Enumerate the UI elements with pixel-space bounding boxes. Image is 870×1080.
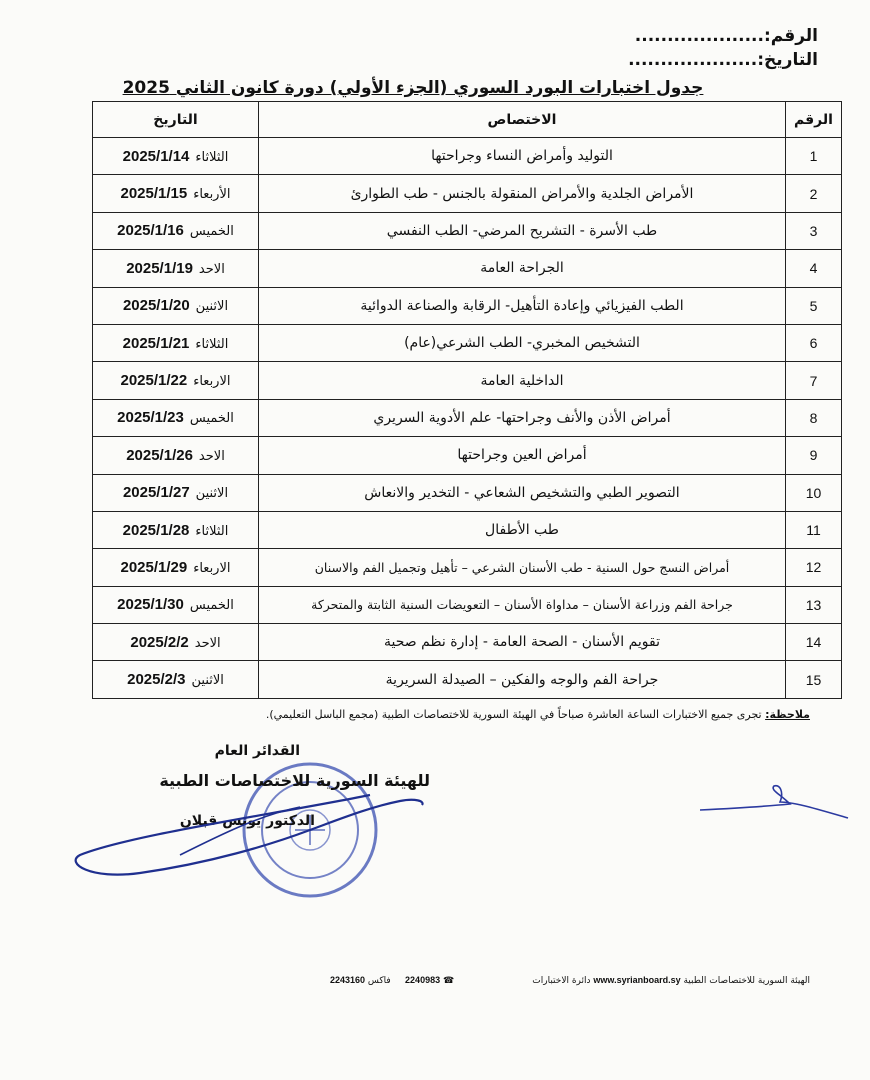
table-row: [93, 661, 842, 698]
signature-name: الدكتور يونس قبلان: [179, 813, 315, 829]
row-specialty: جراحة الفم وزراعة الأسنان – مداواة الأسنان – التعويضات السنية الثابتة والمتحركة: [259, 586, 786, 623]
exam-schedule-table: [92, 101, 842, 699]
row-number: 3: [786, 212, 842, 249]
table-row: [93, 138, 842, 175]
row-number: 15: [786, 661, 842, 698]
row-number: 13: [786, 586, 842, 623]
row-number: 5: [786, 287, 842, 324]
reference-date-label: التاريخ:: [757, 50, 818, 70]
row-date-cell: [93, 624, 259, 661]
table-row: [93, 624, 842, 661]
signature-block: [70, 735, 430, 885]
row-date-cell: [93, 437, 259, 474]
footer-fax-label: فاكس: [367, 976, 391, 986]
row-date-cell: [93, 549, 259, 586]
row-number: 9: [786, 437, 842, 474]
row-specialty: التشخيص المخبري- الطب الشرعي(عام): [259, 324, 786, 361]
row-day: الاثنين: [195, 486, 229, 502]
row-date: 2025/1/28: [122, 521, 190, 539]
row-specialty: أمراض الأذن والأنف وجراحتها- علم الأدوية السريري: [259, 399, 786, 436]
note-text: تجرى جميع الاختبارات الساعة العاشرة صباحاً في الهيئة السورية للاختصاصات الطبية (مجمع الباسل التعليمي).: [265, 708, 762, 721]
row-date-cell: [93, 324, 259, 361]
row-number: 14: [786, 624, 842, 661]
table-header-row: [93, 102, 842, 138]
footer-org-info: [532, 975, 810, 986]
margin-signature-mark: [700, 780, 850, 830]
row-date-cell: [93, 399, 259, 436]
row-date-cell: [93, 212, 259, 249]
row-number: 11: [786, 511, 842, 548]
row-date-cell: [93, 661, 259, 698]
row-day: الثلاثاء: [195, 523, 229, 539]
row-date-cell: [93, 362, 259, 399]
row-day: الثلاثاء: [195, 336, 229, 352]
row-date: 2025/2/3: [127, 671, 186, 689]
row-day: الاحد: [198, 261, 225, 277]
footer-website: www.syrianboard.sy: [593, 975, 681, 985]
note: [266, 708, 810, 721]
footer-phone: 2240983: [405, 975, 441, 985]
reference-date-line: [628, 48, 818, 72]
row-day: الاربعاء: [193, 560, 231, 576]
row-day: الاحد: [198, 448, 225, 464]
row-specialty: الجراحة العامة: [259, 250, 786, 287]
table-row: [93, 549, 842, 586]
table-row: [93, 212, 842, 249]
row-number: 7: [786, 362, 842, 399]
row-specialty: طب الأطفال: [259, 511, 786, 548]
row-date-cell: [93, 511, 259, 548]
table-row: [93, 399, 842, 436]
row-day: الأربعاء: [193, 187, 231, 203]
header-number: الرقم: [786, 102, 842, 138]
reference-number-label: الرقم:: [763, 26, 818, 46]
row-specialty: التصوير الطبي والتشخيص الشعاعي - التخدير والانعاش: [259, 474, 786, 511]
row-number: 8: [786, 399, 842, 436]
reference-number-line: [628, 24, 818, 48]
row-day: الخميس: [189, 598, 234, 614]
row-number: 10: [786, 474, 842, 511]
row-day: الاثنين: [191, 673, 224, 689]
row-specialty: الداخلية العامة: [259, 362, 786, 399]
row-date-cell: [93, 138, 259, 175]
row-date-cell: [93, 250, 259, 287]
row-specialty: الأمراض الجلدية والأمراض المنقولة بالجنس - طب الطوارئ: [259, 175, 786, 212]
footer-fax: 2243160: [330, 975, 366, 985]
table-row: [93, 474, 842, 511]
row-number: 6: [786, 324, 842, 361]
footer: [330, 975, 810, 986]
row-day: الاثنين: [195, 299, 229, 315]
signature-organization: للهيئة السورية للاختصاصات الطبية: [159, 771, 430, 790]
row-date: 2025/1/16: [117, 222, 184, 240]
row-date-cell: [93, 175, 259, 212]
row-date: 2025/1/15: [120, 185, 188, 203]
row-date-cell: [93, 586, 259, 623]
row-date: 2025/1/26: [126, 446, 193, 464]
header-date: التاريخ: [93, 102, 259, 138]
table-row: [93, 250, 842, 287]
row-date: 2025/1/20: [122, 297, 190, 315]
row-date: 2025/1/21: [122, 334, 190, 352]
row-number: 1: [786, 138, 842, 175]
table-row: [93, 586, 842, 623]
page-title: جدول اختبارات البورد السوري (الجزء الأولي) دورة كانون الثاني 2025: [122, 78, 704, 98]
row-day: الاحد: [194, 635, 221, 651]
handwritten-signature: [70, 735, 430, 885]
row-number: 2: [786, 175, 842, 212]
row-date: 2025/1/23: [117, 409, 184, 427]
header-specialty: الاختصاص: [259, 102, 786, 138]
table-row: [93, 324, 842, 361]
row-day: الخميس: [189, 224, 234, 240]
row-number: 12: [786, 549, 842, 586]
row-specialty: الطب الفيزيائي وإعادة التأهيل- الرقابة والصناعة الدوائية: [259, 287, 786, 324]
row-day: الثلاثاء: [195, 149, 229, 165]
table-row: [93, 362, 842, 399]
row-day: الاربعاء: [193, 374, 231, 390]
table-row: [93, 287, 842, 324]
row-date: 2025/1/14: [122, 147, 190, 165]
reference-block: [628, 24, 818, 72]
reference-number-dots: ....................: [634, 26, 764, 46]
table-row: [93, 175, 842, 212]
footer-organization: الهيئة السورية للاختصاصات الطبية: [683, 976, 810, 986]
row-date: 2025/1/22: [120, 372, 188, 390]
phone-icon: ☎: [442, 976, 455, 986]
table-row: [93, 511, 842, 548]
row-date: 2025/1/30: [117, 596, 184, 614]
row-specialty: جراحة الفم والوجه والفكين – الصيدلة السريرية: [259, 661, 786, 698]
row-specialty: أمراض العين وجراحتها: [259, 437, 786, 474]
note-label: ملاحظة:: [765, 708, 810, 721]
row-date: 2025/1/19: [126, 259, 193, 277]
table-row: [93, 437, 842, 474]
row-date-cell: [93, 287, 259, 324]
row-specialty: أمراض النسج حول السنية - طب الأسنان الشرعي – تأهيل وتجميل الفم والاسنان: [259, 549, 786, 586]
footer-department: دائرة الاختبارات: [532, 976, 591, 986]
row-date: 2025/1/27: [122, 484, 190, 502]
reference-date-dots: ....................: [628, 50, 758, 70]
row-date: 2025/2/2: [130, 633, 189, 651]
row-specialty: التوليد وأمراض النساء وجراحتها: [259, 138, 786, 175]
footer-contact: [330, 975, 454, 986]
row-date: 2025/1/29: [120, 558, 188, 576]
row-specialty: طب الأسرة - التشريح المرضي- الطب النفسي: [259, 212, 786, 249]
row-specialty: تقويم الأسنان - الصحة العامة - إدارة نظم صحية: [259, 624, 786, 661]
row-day: الخميس: [189, 411, 234, 427]
row-date-cell: [93, 474, 259, 511]
signature-title: القدائر العام: [214, 743, 300, 759]
row-number: 4: [786, 250, 842, 287]
